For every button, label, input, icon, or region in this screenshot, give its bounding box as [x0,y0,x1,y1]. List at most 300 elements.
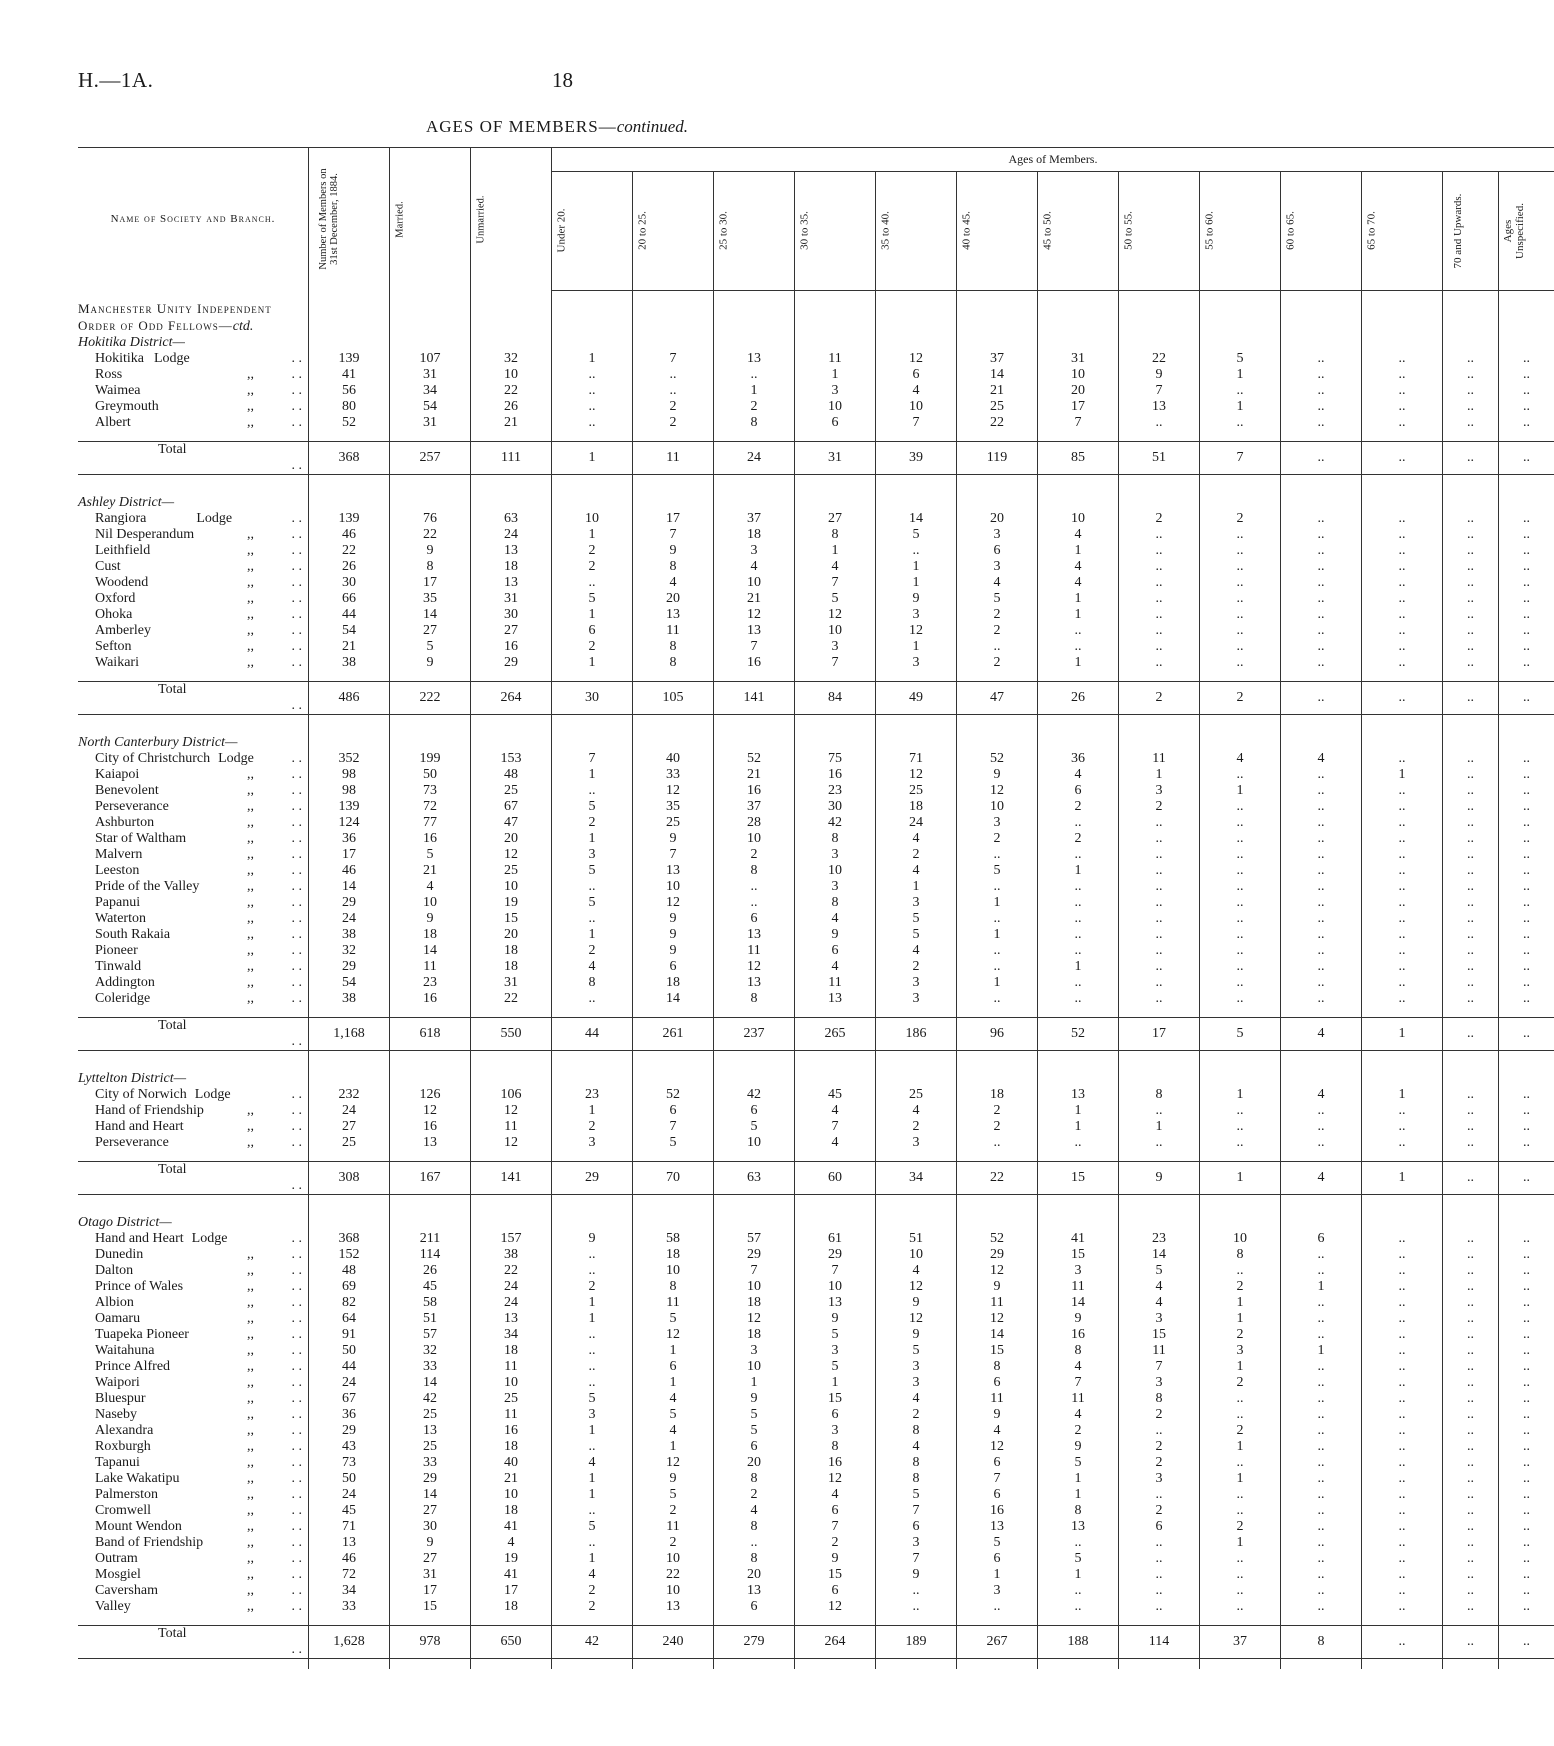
cell-value: .. [1362,1103,1443,1119]
total-label [78,441,309,474]
cell-value: 6 [957,1455,1038,1471]
cell-value: 29 [795,1247,876,1263]
cell-value: .. [1119,815,1200,831]
branch-label: Dalton [95,1262,134,1278]
cell-value: .. [1443,1247,1499,1263]
cell-value: 5 [633,1487,714,1503]
cell-value: .. [1499,831,1554,847]
cell-value: .. [1281,1327,1362,1343]
cell-value: .. [1200,1391,1281,1407]
cell-empty [1499,725,1554,735]
cell-empty [1200,671,1281,682]
table-row [78,879,1554,895]
cell-value: 18 [714,1327,795,1343]
cell-value: 73 [309,1455,390,1471]
cell-value: .. [552,1375,633,1391]
cell-empty [876,1071,957,1087]
cell-value: 17 [471,1583,552,1599]
branch-name [78,895,309,911]
cell-value: .. [1281,1471,1362,1487]
cell-value: .. [1038,895,1119,911]
cell-value: .. [1499,879,1554,895]
leader-dots: . . [291,1486,302,1502]
cell-value: .. [1362,1247,1443,1263]
cell-value: 16 [795,767,876,783]
cell-value: 49 [876,681,957,714]
branch-label: Ross [95,366,123,382]
cell-value: .. [1499,1583,1554,1599]
cell-empty [1200,335,1281,351]
cell-value: 1 [957,1567,1038,1583]
branch-label: Caversham [95,1582,158,1598]
branch-label: Naseby [95,1406,137,1422]
branch-suffix: ,, [247,574,254,590]
cell-value: .. [1499,895,1554,911]
page-number: 18 [552,68,573,92]
cell-empty [309,1194,390,1205]
cell-empty [471,290,552,301]
cell-value: .. [552,415,633,431]
branch-name [78,943,309,959]
branch-name [78,1455,309,1471]
cell-empty [552,1151,633,1162]
cell-value: 5 [552,799,633,815]
cell-empty [78,290,309,301]
cell-empty [633,1061,714,1071]
cell-value: .. [1443,1231,1499,1247]
cell-value: .. [1281,1311,1362,1327]
cell-value: 5 [876,1343,957,1359]
cell-empty [552,318,633,335]
cell-value: 18 [633,975,714,991]
cell-empty [471,1205,552,1215]
leader-dots: . . [291,510,302,526]
cell-empty [1443,495,1499,511]
branch-suffix: ,, [247,590,254,606]
cell-value: 6 [795,943,876,959]
cell-empty [957,474,1038,485]
cell-empty [1499,495,1554,511]
cell-value: .. [1499,399,1554,415]
cell-value: 14 [633,991,714,1007]
cell-value: 10 [957,799,1038,815]
cell-value: 2 [714,399,795,415]
cell-empty [795,1215,876,1231]
cell-empty [957,714,1038,725]
cell-empty [1362,1071,1443,1087]
cell-value: 29 [957,1247,1038,1263]
total-label-text: Total [158,1161,187,1177]
cell-value: 9 [714,1391,795,1407]
cell-value: .. [1200,607,1281,623]
cell-value: .. [714,879,795,895]
cell-value: 13 [795,991,876,1007]
cell-empty [390,1151,471,1162]
cell-value: 8 [876,1471,957,1487]
cell-value: 1 [552,607,633,623]
leader-dots: . . [291,958,302,974]
cell-empty [1038,335,1119,351]
cell-value: .. [1443,1471,1499,1487]
cell-value: 27 [795,511,876,527]
cell-value: 2 [633,1503,714,1519]
cell-value: 9 [390,655,471,671]
cell-value: 7 [1038,415,1119,431]
cell-empty [471,1071,552,1087]
cell-value: 1 [552,527,633,543]
cell-empty [390,671,471,682]
cell-value: 15 [957,1343,1038,1359]
cell-value: .. [1443,1359,1499,1375]
cell-value: 2 [1119,1439,1200,1455]
cell-value: 14 [309,879,390,895]
cell-empty [1200,1007,1281,1018]
table-row [78,831,1554,847]
cell-value: 22 [309,543,390,559]
cell-value: 25 [390,1439,471,1455]
cell-value: .. [1281,831,1362,847]
leader-dots: . . [291,1230,302,1246]
cell-value: .. [1499,623,1554,639]
cell-empty [633,1194,714,1205]
cell-value: 10 [471,1375,552,1391]
branch-label: Addington [95,974,155,990]
cell-empty [1119,335,1200,351]
table-row [78,383,1554,399]
age-col-header [1038,172,1119,290]
cell-empty [390,301,471,318]
cell-empty [633,714,714,725]
cell-empty [1499,318,1554,335]
cell-value: .. [1362,959,1443,975]
cell-value: 153 [471,751,552,767]
cell-value: .. [1443,367,1499,383]
cell-empty [78,671,309,682]
cell-value: 5 [876,927,957,943]
cell-value: 237 [714,1017,795,1050]
branch-suffix: ,, [247,526,254,542]
cell-empty [1443,1215,1499,1231]
cell-empty [1281,1205,1362,1215]
leader-dots: . . [291,1262,302,1278]
cell-value: .. [1281,799,1362,815]
cell-value: 16 [714,783,795,799]
cell-value: .. [1499,1327,1554,1343]
cell-value: 2 [552,543,633,559]
cell-value: .. [1362,799,1443,815]
leader-dots: . . [291,697,302,713]
cell-value: 3 [1119,1375,1200,1391]
cell-value: .. [1362,1439,1443,1455]
cell-empty [1119,1615,1200,1626]
cell-empty [471,1061,552,1071]
cell-empty [714,431,795,442]
leader-dots: . . [291,1278,302,1294]
branch-label: Perseverance [95,1134,169,1150]
cell-value: .. [1362,1327,1443,1343]
cell-value: .. [552,879,633,895]
cell-value: 24 [471,527,552,543]
branch-label: Nil Desperandum [95,526,195,542]
cell-value: 13 [471,575,552,591]
cell-value: 9 [633,543,714,559]
cell-value: 18 [471,943,552,959]
cell-empty [1443,1071,1499,1087]
cell-value: .. [1362,351,1443,367]
branch-name [78,639,309,655]
cell-value: 10 [714,1359,795,1375]
cell-value: .. [1119,863,1200,879]
cell-empty [1119,735,1200,751]
cell-empty [390,1061,471,1071]
cell-value: 24 [876,815,957,831]
cell-empty [309,1071,390,1087]
branch-suffix: ,, [247,1278,254,1294]
cell-value: 33 [309,1599,390,1615]
cell-value: 42 [390,1391,471,1407]
cell-value: 8 [876,1455,957,1471]
cell-value: 48 [309,1263,390,1279]
branch-name [78,1231,309,1247]
table-row [78,1439,1554,1455]
cell-empty [876,1205,957,1215]
cell-empty [1499,1061,1554,1071]
leader-dots: . . [291,526,302,542]
col-unmarried-header [471,148,552,291]
cell-value: 1 [552,1423,633,1439]
branch-name [78,1327,309,1343]
cell-value: 27 [390,1551,471,1567]
leader-dots: . . [291,862,302,878]
cell-value: .. [1499,1625,1554,1658]
cell-value: .. [1281,943,1362,959]
branch-label: Oamaru [95,1310,141,1326]
cell-empty [795,474,876,485]
cell-value: .. [1200,1263,1281,1279]
cell-value: 3 [795,879,876,895]
cell-value: .. [1200,415,1281,431]
cell-empty [1281,725,1362,735]
cell-empty [876,1658,957,1669]
cell-value: 222 [390,681,471,714]
cell-value: 12 [876,767,957,783]
cell-value: .. [1362,927,1443,943]
spacer-row [78,290,1554,301]
cell-value: .. [1443,1017,1499,1050]
cell-empty [1038,1615,1119,1626]
cell-empty [876,1215,957,1231]
cell-empty [876,485,957,495]
cell-empty [1362,485,1443,495]
cell-empty [309,1050,390,1061]
branch-name [78,1263,309,1279]
cell-value: 13 [633,1599,714,1615]
cell-value: 48 [471,767,552,783]
cell-value: 3 [1200,1343,1281,1359]
table-row [78,751,1554,767]
cell-value: 7 [633,351,714,367]
cell-value: 368 [309,1231,390,1247]
cell-empty [1443,1050,1499,1061]
cell-value: 9 [1038,1439,1119,1455]
cell-value: 3 [795,383,876,399]
branch-suffix: ,, [247,542,254,558]
cell-value: .. [1281,1567,1362,1583]
cell-value: 3 [714,1343,795,1359]
cell-value: .. [1443,751,1499,767]
cell-value: .. [1443,1375,1499,1391]
cell-value: .. [1499,959,1554,975]
cell-value: 261 [633,1017,714,1050]
cell-empty [309,1151,390,1162]
spacer-row [78,1050,1554,1061]
cell-value: 47 [957,681,1038,714]
table-row [78,1295,1554,1311]
spacer-row [78,1658,1554,1669]
cell-empty [390,474,471,485]
cell-value: 6 [957,1551,1038,1567]
cell-value: .. [1499,799,1554,815]
cell-value: 34 [390,383,471,399]
ages-group-header: Ages of Members. [552,148,1554,172]
cell-value: .. [1200,383,1281,399]
cell-value: 26 [309,559,390,575]
leader-dots: . . [291,846,302,862]
cell-value: .. [1499,527,1554,543]
cell-empty [1119,474,1200,485]
cell-value: 5 [552,1519,633,1535]
cell-empty [876,714,957,725]
cell-value: 25 [390,1407,471,1423]
cell-value: 7 [633,1119,714,1135]
cell-value: 2 [552,1119,633,1135]
cell-value: .. [1281,767,1362,783]
cell-empty [78,1007,309,1018]
branch-suffix: ,, [247,1358,254,1374]
cell-value: .. [714,367,795,383]
cell-empty [552,335,633,351]
cell-value: .. [552,1439,633,1455]
branch-label: City of Christchurch [95,750,211,766]
cell-value: 31 [390,1567,471,1583]
cell-value: 41 [309,367,390,383]
branch-name [78,1567,309,1583]
cell-value: 9 [1119,1161,1200,1194]
cell-value: .. [1281,543,1362,559]
branch-name [78,1423,309,1439]
leader-dots: . . [291,1134,302,1150]
leader-dots: . . [291,1086,302,1102]
cell-empty [633,318,714,335]
cell-value: 1 [1200,1535,1281,1551]
cell-value: .. [1499,639,1554,655]
cell-empty [1362,735,1443,751]
cell-value: 6 [633,959,714,975]
cell-value: 66 [309,591,390,607]
cell-value: .. [1443,1119,1499,1135]
cell-value: .. [1281,681,1362,714]
cell-empty [633,485,714,495]
cell-value: .. [1443,1455,1499,1471]
cell-empty [78,725,309,735]
branch-name [78,991,309,1007]
cell-empty [1443,1007,1499,1018]
cell-empty [1362,474,1443,485]
cell-value: 63 [471,511,552,527]
cell-value: 22 [471,383,552,399]
total-label-text: Total [158,1625,187,1641]
branch-name [78,655,309,671]
age-col-header [876,172,957,290]
cell-empty [1362,431,1443,442]
cell-value: .. [1362,879,1443,895]
cell-value: 21 [390,863,471,879]
cell-value: 25 [957,399,1038,415]
district-header-row [78,495,1554,511]
cell-value: 10 [633,1583,714,1599]
cell-value: 30 [795,799,876,815]
branch-name [78,1343,309,1359]
cell-value: 84 [795,681,876,714]
cell-value: 33 [390,1455,471,1471]
cell-value: 5 [552,1391,633,1407]
cell-value: 57 [714,1231,795,1247]
cell-value: 4 [876,1263,957,1279]
cell-value: 2 [552,559,633,575]
branch-suffix: ,, [247,1598,254,1614]
cell-value: 37 [714,799,795,815]
cell-empty [471,474,552,485]
cell-value: 38 [309,927,390,943]
cell-value: 22 [390,527,471,543]
cell-value: 13 [390,1135,471,1151]
branch-name [78,751,309,767]
cell-value: 124 [309,815,390,831]
cell-value: 257 [390,441,471,474]
cell-value: 13 [714,1583,795,1599]
cell-empty [1281,1151,1362,1162]
cell-empty [471,495,552,511]
branch-name [78,1471,309,1487]
total-row [78,1625,1554,1658]
cell-value: .. [1281,351,1362,367]
branch-label: Leeston [95,862,140,878]
cell-value: 11 [471,1407,552,1423]
leader-dots: . . [291,782,302,798]
cell-empty [795,735,876,751]
spacer-row [78,431,1554,442]
cell-empty [1443,1151,1499,1162]
cell-empty [1281,1615,1362,1626]
branch-label: Perseverance [95,798,169,814]
cell-value: 8 [1119,1391,1200,1407]
cell-value: .. [1499,1263,1554,1279]
table-row [78,1375,1554,1391]
cell-value: 6 [957,1375,1038,1391]
cell-value: .. [1362,681,1443,714]
cell-empty [552,671,633,682]
cell-empty [795,671,876,682]
cell-value: 29 [552,1161,633,1194]
cell-value: 5 [1200,351,1281,367]
cell-empty [1499,1615,1554,1626]
leader-dots: . . [291,1470,302,1486]
cell-value: .. [1200,863,1281,879]
cell-empty [1038,318,1119,335]
cell-value: .. [1362,1583,1443,1599]
cell-value: .. [1119,543,1200,559]
leader-dots: . . [291,766,302,782]
